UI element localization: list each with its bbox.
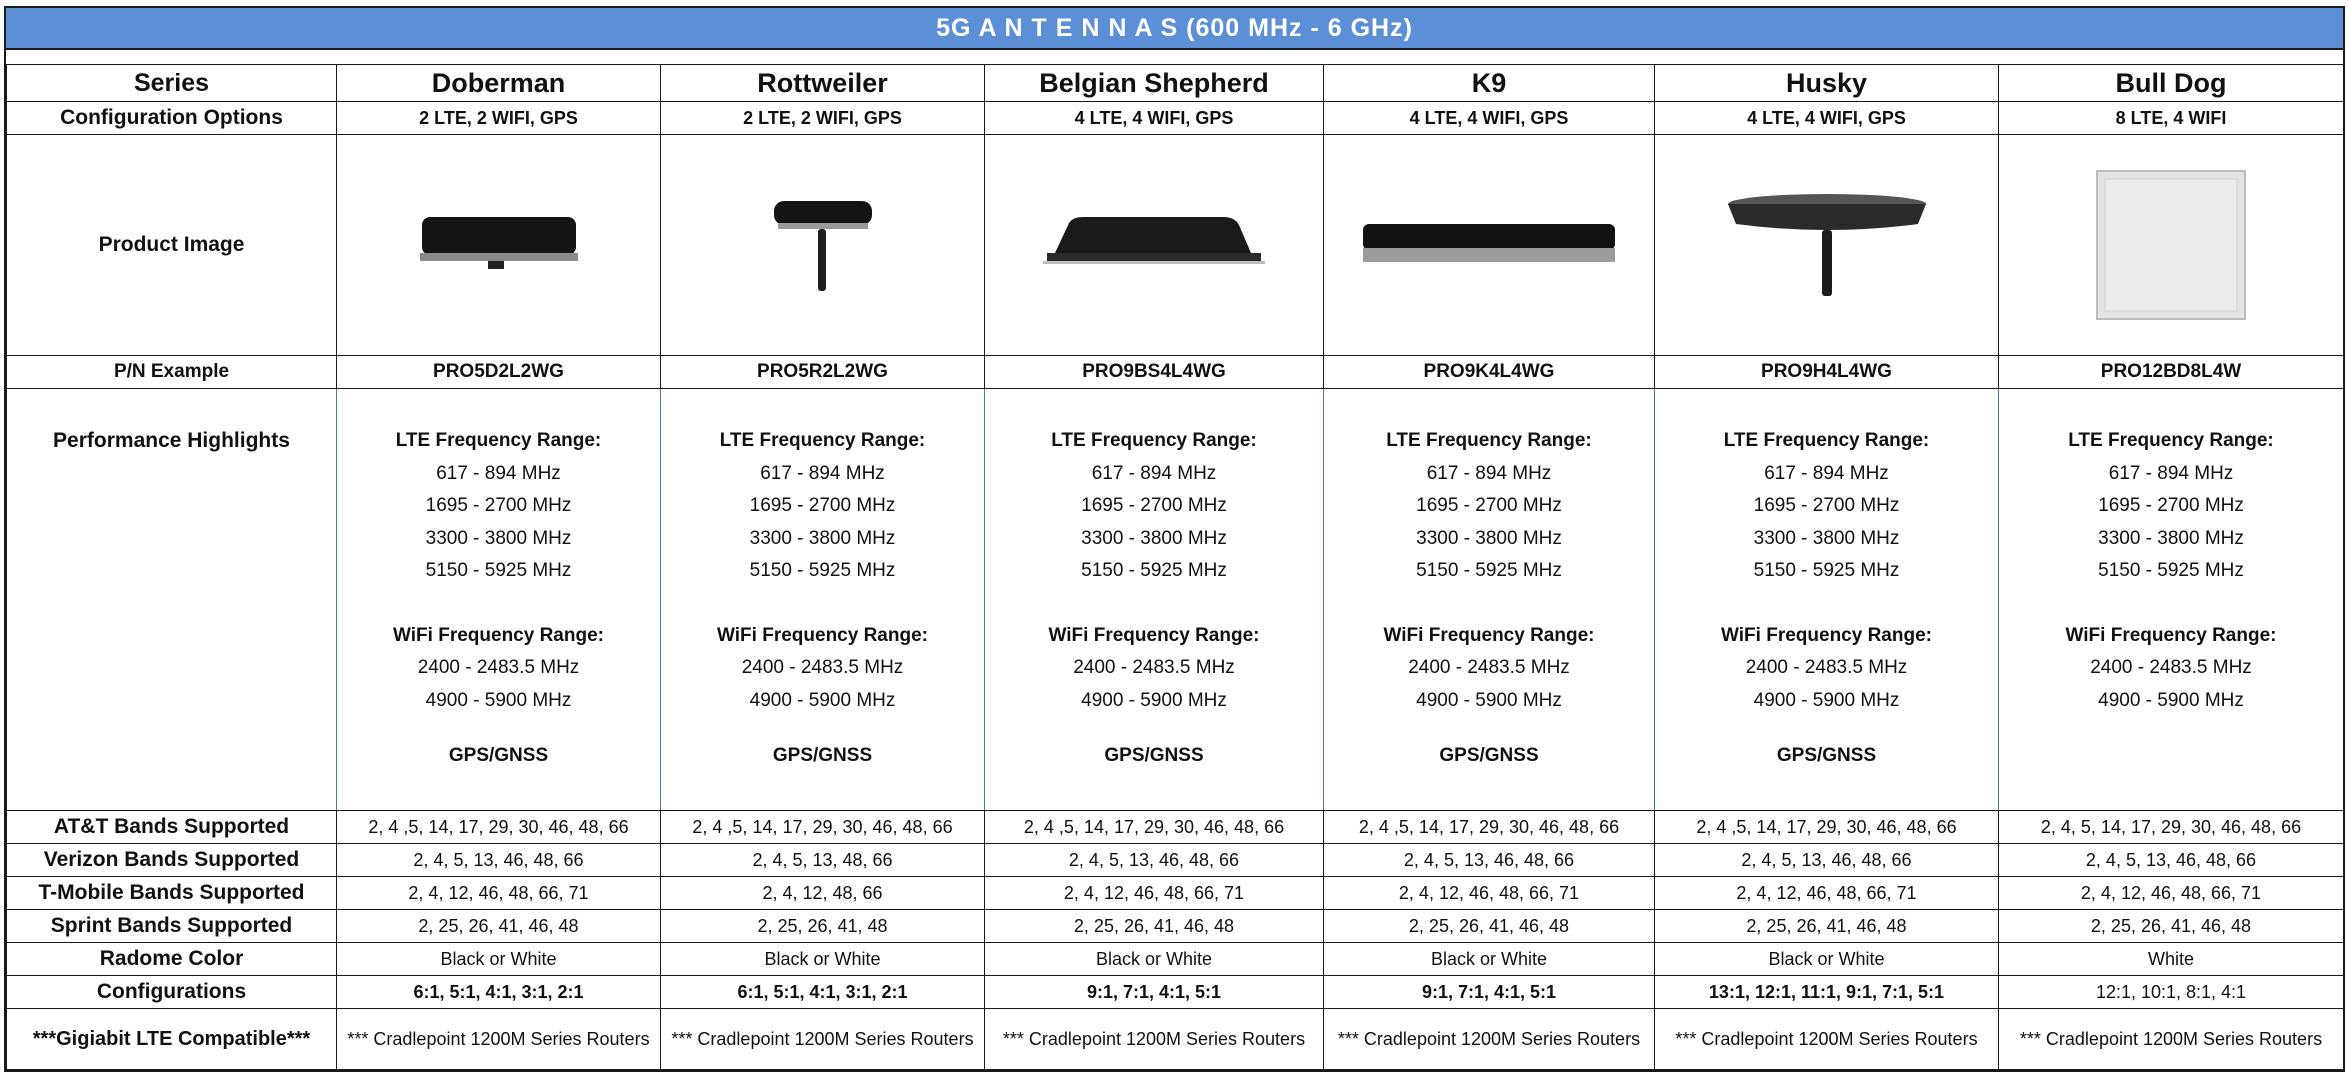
pn-cell: PRO5R2L2WG <box>661 356 985 389</box>
comparison-table <box>6 64 2344 1070</box>
series-name: Rottweiler <box>661 65 985 102</box>
product-image-cell <box>1655 135 1999 356</box>
performance-row <box>7 389 2344 811</box>
radome-cell: White <box>1999 943 2344 976</box>
product-image-cell <box>337 135 661 356</box>
lte-range: 1695 - 2700 MHz <box>1753 495 1900 516</box>
att-cell: 2, 4, 5, 14, 17, 29, 30, 46, 48, 66 <box>1999 811 2344 844</box>
att-cell: 2, 4 ,5, 14, 17, 29, 30, 46, 48, 66 <box>1655 811 1999 844</box>
performance-block <box>1999 389 2343 774</box>
sprint-cell: 2, 25, 26, 41, 46, 48 <box>1999 910 2344 943</box>
black-disc-antenna-icon <box>1359 220 1619 270</box>
configurations-cell: 6:1, 5:1, 4:1, 3:1, 2:1 <box>661 976 985 1009</box>
product-image-row <box>7 135 2344 356</box>
configuration-options-row <box>7 102 2344 135</box>
wifi-range: 2400 - 2483.5 MHz <box>2090 657 2252 678</box>
lte-range: 5150 - 5925 MHz <box>1081 560 1227 581</box>
lte-heading: LTE Frequency Range: <box>719 430 926 451</box>
gps-label: GPS/GNSS <box>1104 744 1204 766</box>
product-image-cell <box>1324 135 1655 356</box>
configurations-cell: 9:1, 7:1, 4:1, 5:1 <box>1324 976 1655 1009</box>
pn-cell: PRO9BS4L4WG <box>985 356 1324 389</box>
performance-cell <box>337 389 661 811</box>
configurations-cell: 9:1, 7:1, 4:1, 5:1 <box>985 976 1324 1009</box>
sprint-cell: 2, 25, 26, 41, 46, 48 <box>985 910 1324 943</box>
row-label-att: AT&T Bands Supported <box>7 811 337 844</box>
configurations-cell: 6:1, 5:1, 4:1, 3:1, 2:1 <box>337 976 661 1009</box>
performance-cell <box>985 389 1324 811</box>
sprint-cell: 2, 25, 26, 41, 46, 48 <box>1655 910 1999 943</box>
performance-cell <box>1655 389 1999 811</box>
row-label-configuration-options: Configuration Options <box>7 102 337 135</box>
gigabit-cell: *** Cradlepoint 1200M Series Routers <box>1999 1009 2344 1070</box>
config-options-cell: 2 LTE, 2 WIFI, GPS <box>661 102 985 135</box>
wifi-range: 4900 - 5900 MHz <box>749 689 896 711</box>
lte-range: 1695 - 2700 MHz <box>425 495 572 516</box>
wifi-heading: WiFi Frequency Range: <box>1048 624 1260 646</box>
lte-range: 5150 - 5925 MHz <box>2098 560 2244 581</box>
lte-heading: LTE Frequency Range: <box>2068 430 2274 451</box>
lte-range: 5150 - 5925 MHz <box>425 560 572 581</box>
lte-range: 617 - 894 MHz <box>1426 462 1552 484</box>
lte-range: 3300 - 3800 MHz <box>2098 527 2244 549</box>
sprint-row <box>7 910 2344 943</box>
black-puck-cable-antenna-icon <box>768 195 878 295</box>
gigabit-cell: *** Cradlepoint 1200M Series Routers <box>661 1009 985 1070</box>
configurations-row <box>7 976 2344 1009</box>
row-label-radome: Radome Color <box>7 943 337 976</box>
att-cell: 2, 4 ,5, 14, 17, 29, 30, 46, 48, 66 <box>1324 811 1655 844</box>
gigabit-cell: *** Cradlepoint 1200M Series Routers <box>1324 1009 1655 1070</box>
att-cell: 2, 4 ,5, 14, 17, 29, 30, 46, 48, 66 <box>985 811 1324 844</box>
tmobile-cell: 2, 4, 12, 46, 48, 66, 71 <box>1324 877 1655 910</box>
lte-range: 617 - 894 MHz <box>1091 462 1217 484</box>
performance-block <box>985 389 1323 774</box>
lte-heading: LTE Frequency Range: <box>1386 430 1592 451</box>
att-cell: 2, 4 ,5, 14, 17, 29, 30, 46, 48, 66 <box>661 811 985 844</box>
configurations-cell: 12:1, 10:1, 8:1, 4:1 <box>1999 976 2344 1009</box>
att-row <box>7 811 2344 844</box>
sprint-cell: 2, 25, 26, 41, 48 <box>661 910 985 943</box>
lte-range: 617 - 894 MHz <box>760 462 885 484</box>
pn-cell: PRO5D2L2WG <box>337 356 661 389</box>
sprint-cell: 2, 25, 26, 41, 46, 48 <box>1324 910 1655 943</box>
radome-cell: Black or White <box>337 943 661 976</box>
row-label-gigabit: ***Gigiabit LTE Compatible*** <box>7 1009 337 1070</box>
product-image-cell <box>661 135 985 356</box>
wifi-range: 4900 - 5900 MHz <box>2098 689 2244 711</box>
gps-label: GPS/GNSS <box>1776 744 1877 766</box>
att-cell: 2, 4 ,5, 14, 17, 29, 30, 46, 48, 66 <box>337 811 661 844</box>
series-name: Belgian Shepherd <box>985 65 1324 102</box>
wifi-heading: WiFi Frequency Range: <box>393 624 604 646</box>
wifi-range: 4900 - 5900 MHz <box>1081 689 1227 711</box>
pn-example-row <box>7 356 2344 389</box>
gigabit-cell: *** Cradlepoint 1200M Series Routers <box>1655 1009 1999 1070</box>
series-name: K9 <box>1324 65 1655 102</box>
row-label-pn-example: P/N Example <box>7 356 337 389</box>
performance-block <box>337 389 660 774</box>
black-low-profile-antenna-icon <box>1039 215 1269 275</box>
lte-range: 1695 - 2700 MHz <box>1416 495 1562 516</box>
radome-row <box>7 943 2344 976</box>
gps-label: GPS/GNSS <box>1439 744 1539 766</box>
lte-range: 1695 - 2700 MHz <box>2098 495 2244 516</box>
wifi-heading: WiFi Frequency Range: <box>1721 624 1932 646</box>
tmobile-cell: 2, 4, 12, 46, 48, 66, 71 <box>985 877 1324 910</box>
black-puck-antenna-icon <box>414 215 584 275</box>
lte-range: 5150 - 5925 MHz <box>749 560 896 581</box>
performance-block <box>1324 389 1654 774</box>
row-label-configurations: Configurations <box>7 976 337 1009</box>
white-panel-antenna-icon <box>2091 165 2251 325</box>
pn-cell: PRO12BD8L4W <box>1999 356 2344 389</box>
radome-cell: Black or White <box>1655 943 1999 976</box>
wifi-range: 2400 - 2483.5 MHz <box>1408 657 1570 678</box>
sprint-cell: 2, 25, 26, 41, 46, 48 <box>337 910 661 943</box>
wifi-heading: WiFi Frequency Range: <box>717 624 928 646</box>
wifi-range: 2400 - 2483.5 MHz <box>1745 657 1908 678</box>
lte-heading: LTE Frequency Range: <box>395 430 602 451</box>
gigabit-cell: *** Cradlepoint 1200M Series Routers <box>985 1009 1324 1070</box>
series-name: Doberman <box>337 65 661 102</box>
wifi-heading: WiFi Frequency Range: <box>1383 624 1595 646</box>
verizon-cell: 2, 4, 5, 13, 46, 48, 66 <box>1999 844 2344 877</box>
lte-range: 3300 - 3800 MHz <box>1753 527 1900 549</box>
verizon-cell: 2, 4, 5, 13, 46, 48, 66 <box>337 844 661 877</box>
tmobile-cell: 2, 4, 12, 46, 48, 66, 71 <box>337 877 661 910</box>
row-label-series: Series <box>7 65 337 102</box>
pn-cell: PRO9H4L4WG <box>1655 356 1999 389</box>
verizon-cell: 2, 4, 5, 13, 46, 48, 66 <box>1324 844 1655 877</box>
performance-cell <box>1999 389 2344 811</box>
wifi-range: 2400 - 2483.5 MHz <box>1073 657 1235 678</box>
antenna-comparison-sheet <box>4 6 2345 1072</box>
wifi-range: 2400 - 2483.5 MHz <box>417 657 580 678</box>
gigabit-cell: *** Cradlepoint 1200M Series Routers <box>337 1009 661 1070</box>
lte-heading: LTE Frequency Range: <box>1051 430 1257 451</box>
lte-range: 3300 - 3800 MHz <box>1416 527 1562 549</box>
configurations-cell: 13:1, 12:1, 11:1, 9:1, 7:1, 5:1 <box>1655 976 1999 1009</box>
spacer-row <box>6 50 2343 64</box>
verizon-cell: 2, 4, 5, 13, 48, 66 <box>661 844 985 877</box>
config-options-cell: 4 LTE, 4 WIFI, GPS <box>1655 102 1999 135</box>
lte-heading: LTE Frequency Range: <box>1723 430 1930 451</box>
config-options-cell: 4 LTE, 4 WIFI, GPS <box>985 102 1324 135</box>
wifi-heading: WiFi Frequency Range: <box>2065 624 2277 646</box>
product-image-cell <box>1999 135 2344 356</box>
row-label-tmobile: T-Mobile Bands Supported <box>7 877 337 910</box>
lte-range: 1695 - 2700 MHz <box>749 495 896 516</box>
lte-range: 617 - 894 MHz <box>2108 462 2234 484</box>
config-options-cell: 2 LTE, 2 WIFI, GPS <box>337 102 661 135</box>
tmobile-cell: 2, 4, 12, 46, 48, 66, 71 <box>1999 877 2344 910</box>
lte-range: 3300 - 3800 MHz <box>425 527 572 549</box>
product-image-cell <box>985 135 1324 356</box>
pn-cell: PRO9K4L4WG <box>1324 356 1655 389</box>
config-options-cell: 4 LTE, 4 WIFI, GPS <box>1324 102 1655 135</box>
performance-cell <box>1324 389 1655 811</box>
row-label-sprint: Sprint Bands Supported <box>7 910 337 943</box>
lte-range: 5150 - 5925 MHz <box>1753 560 1900 581</box>
series-name: Husky <box>1655 65 1999 102</box>
wifi-range: 4900 - 5900 MHz <box>1753 689 1900 711</box>
lte-range: 3300 - 3800 MHz <box>749 527 896 549</box>
gps-label: GPS/GNSS <box>772 744 873 766</box>
dark-dome-cable-antenna-icon <box>1722 190 1932 300</box>
performance-block <box>1655 389 1998 774</box>
wifi-range: 2400 - 2483.5 MHz <box>741 657 904 678</box>
radome-cell: Black or White <box>661 943 985 976</box>
gigabit-row <box>7 1009 2344 1070</box>
row-label-performance: Performance Highlights <box>7 389 337 811</box>
lte-range: 617 - 894 MHz <box>1764 462 1889 484</box>
lte-range: 3300 - 3800 MHz <box>1081 527 1227 549</box>
performance-block <box>661 389 984 774</box>
radome-cell: Black or White <box>1324 943 1655 976</box>
config-options-cell: 8 LTE, 4 WIFI <box>1999 102 2344 135</box>
tmobile-cell: 2, 4, 12, 46, 48, 66, 71 <box>1655 877 1999 910</box>
radome-cell: Black or White <box>985 943 1324 976</box>
row-label-verizon: Verizon Bands Supported <box>7 844 337 877</box>
lte-range: 1695 - 2700 MHz <box>1081 495 1227 516</box>
gps-label: GPS/GNSS <box>448 744 549 766</box>
wifi-range: 4900 - 5900 MHz <box>425 689 572 711</box>
verizon-cell: 2, 4, 5, 13, 46, 48, 66 <box>1655 844 1999 877</box>
verizon-row <box>7 844 2344 877</box>
row-label-product-image: Product Image <box>7 135 337 356</box>
verizon-cell: 2, 4, 5, 13, 46, 48, 66 <box>985 844 1324 877</box>
tmobile-row <box>7 877 2344 910</box>
tmobile-cell: 2, 4, 12, 48, 66 <box>661 877 985 910</box>
series-row <box>7 65 2344 102</box>
lte-range: 5150 - 5925 MHz <box>1416 560 1562 581</box>
performance-cell <box>661 389 985 811</box>
page-title: 5G A N T E N N A S (600 MHz - 6 GHz) <box>6 8 2343 50</box>
lte-range: 617 - 894 MHz <box>436 462 561 484</box>
series-name: Bull Dog <box>1999 65 2344 102</box>
wifi-range: 4900 - 5900 MHz <box>1416 689 1562 711</box>
